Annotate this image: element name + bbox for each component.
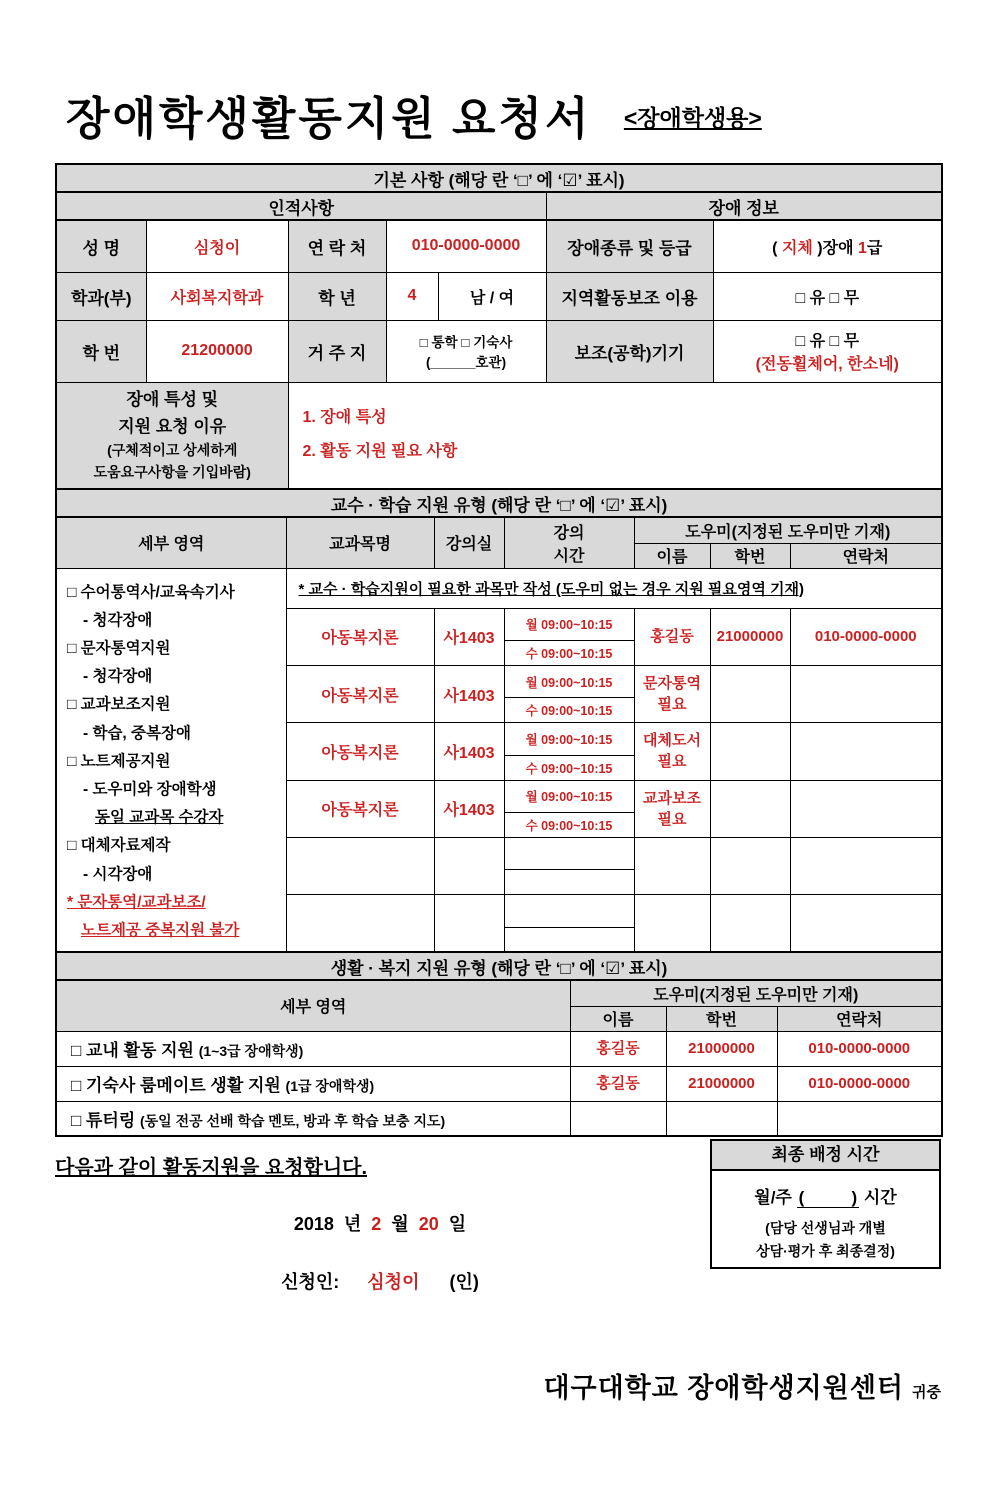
life-support-table	[55, 951, 943, 1137]
organization-name: 대구대학교 장애학생지원센터	[543, 1373, 905, 1404]
life-area-note: (1급 장애학생)	[285, 1078, 375, 1095]
final-box-note	[712, 1217, 939, 1262]
name-label: 성 명	[56, 220, 146, 272]
signature-line	[55, 1268, 705, 1294]
helper-line1: 문자통역	[643, 675, 701, 693]
trait-content	[288, 382, 942, 489]
course-name	[286, 837, 434, 894]
applicant-label: 신청인:	[281, 1272, 340, 1293]
life-helper-phone	[777, 1101, 942, 1136]
organization-honorific: 귀중	[912, 1384, 941, 1402]
trait-label	[56, 382, 288, 489]
trait-content-line2: 2. 활동 지원 필요 사항	[302, 443, 458, 461]
title-bar	[66, 82, 992, 147]
teaching-support-table	[55, 488, 943, 953]
helper-line1: 대체도서	[643, 732, 701, 750]
life-col-header-area: 세부 영역	[56, 980, 570, 1031]
course-room: 사1403	[434, 608, 504, 665]
helper-id-cell	[710, 723, 790, 780]
residence-label: 거 주 지	[288, 320, 386, 382]
date-month: 2	[371, 1214, 382, 1235]
disability-group-header: 장애 정보	[546, 192, 942, 220]
final-time-post: 시간	[863, 1188, 897, 1208]
disability-post: 급	[866, 239, 883, 257]
life-helper-id	[666, 1101, 777, 1136]
course-time-2	[504, 927, 634, 952]
final-note-line2: 상담·평가 후 최종결정)	[756, 1242, 895, 1259]
seal-mark: (인)	[449, 1272, 479, 1293]
dept-label: 학과(부)	[56, 272, 146, 320]
form-body	[55, 163, 941, 1137]
final-box-header: 최종 배정 시간	[712, 1141, 939, 1171]
form-title: 장애학생활동지원 요청서	[66, 94, 592, 144]
helper-name-cell	[634, 723, 710, 780]
helper-phone-cell	[790, 837, 942, 894]
helper-line2: 필요	[657, 696, 687, 714]
helper-line1: 홍길동	[650, 628, 694, 646]
course-time-2: 수 09:00~10:15	[504, 812, 634, 837]
course-room: 사1403	[434, 665, 504, 722]
course-name: 아동복지론	[286, 723, 434, 780]
device-note: (전동휠체어, 한소네)	[755, 356, 899, 373]
year-label: 학 년	[288, 272, 386, 320]
life-helper-phone: 010-0000-0000	[777, 1066, 942, 1101]
final-time-line	[712, 1183, 939, 1208]
helper-id-cell	[710, 665, 790, 722]
bottom-section	[55, 1137, 941, 1294]
category-sign-interpreter-sub: - 청각장애	[83, 611, 153, 629]
trait-label-line2: 지원 요청 이유	[118, 416, 227, 436]
region-assist-checkboxes: □ 유 □ 무	[713, 272, 942, 320]
helper-line1: 교과보조	[643, 789, 701, 807]
col-header-course: 교과목명	[286, 517, 434, 568]
date-line	[55, 1210, 705, 1236]
helper-name-cell	[634, 895, 710, 952]
course-time-1: 월 09:00~10:15	[504, 665, 634, 697]
col-header-time	[504, 517, 634, 568]
col-header-time-line1: 강의	[553, 524, 585, 542]
final-box-body	[712, 1171, 939, 1262]
helper-id-cell: 21000000	[710, 608, 790, 665]
life-helper-name: 홍길동	[570, 1066, 666, 1101]
category-alt-material-sub: - 시각장애	[83, 865, 153, 883]
residence-options: □ 통학 □ 기숙사	[419, 335, 513, 350]
life-area-dorm-roommate	[56, 1066, 570, 1101]
contact-label: 연 락 처	[288, 220, 386, 272]
student-id-value: 21200000	[146, 320, 288, 382]
trait-label-line4: 도움요구사항을 기입바람)	[93, 463, 251, 480]
helper-id-cell	[710, 780, 790, 837]
life-col-header-id: 학번	[666, 1006, 777, 1031]
life-col-header-phone: 연락처	[777, 1006, 942, 1031]
helper-line2: 필요	[657, 810, 687, 828]
category-course-assist: □ 교과보조지원	[67, 696, 171, 714]
disability-type-value	[713, 220, 942, 272]
helper-name-cell	[634, 780, 710, 837]
helper-line2: 필요	[657, 753, 687, 771]
category-sign-interpreter: □ 수어통역사/교육속기사	[67, 583, 235, 601]
duplicate-support-warning-line1: * 문자통역/교과보조/	[67, 893, 206, 911]
col-header-helper-group: 도우미(지정된 도우미만 기재)	[634, 517, 942, 543]
category-text-interpreting-sub: - 청각장애	[83, 668, 153, 686]
duplicate-support-warning-line2: 노트제공 중복지원 불가	[81, 921, 240, 939]
name-value: 심청이	[146, 220, 288, 272]
trait-label-line1: 장애 특성 및	[126, 390, 219, 410]
col-header-helper-name: 이름	[634, 543, 710, 568]
disability-pre: (	[772, 239, 782, 257]
teaching-note: * 교수 · 학습지원이 필요한 과목만 작성 (도우미 없는 경우 지원 필요영역 기재)	[286, 568, 942, 608]
request-block	[55, 1137, 705, 1294]
final-time-blank: ( )	[798, 1188, 858, 1208]
category-note-taking: □ 노트제공지원	[67, 752, 171, 770]
life-helper-name	[570, 1101, 666, 1136]
course-name: 아동복지론	[286, 665, 434, 722]
helper-phone-cell	[790, 665, 942, 722]
trait-content-line1: 1. 장애 특성	[302, 408, 387, 426]
life-area-campus-activity	[56, 1031, 570, 1066]
residence-blank: (______호관)	[425, 355, 507, 370]
col-header-time-line2: 시간	[553, 547, 585, 565]
life-section-header: 생활 · 복지 지원 유형 (해당 란 ‘□’ 에 ‘☑’ 표시)	[56, 952, 942, 980]
helper-phone-cell	[790, 895, 942, 952]
dept-value: 사회복지학과	[146, 272, 288, 320]
device-value	[713, 320, 942, 382]
helper-phone-cell	[790, 780, 942, 837]
course-time-1: 월 09:00~10:15	[504, 723, 634, 755]
helper-id-cell	[710, 837, 790, 894]
basic-info-table	[55, 163, 943, 490]
final-note-line1: (담당 선생님과 개별	[765, 1220, 886, 1237]
life-area-note: (동일 전공 선배 학습 멘토, 방과 후 학습 보충 지도)	[140, 1112, 446, 1129]
helper-phone-cell	[790, 723, 942, 780]
course-room: 사1403	[434, 780, 504, 837]
date-day-suffix: 일	[448, 1214, 467, 1235]
disability-type-label: 장애종류 및 등급	[546, 220, 713, 272]
disability-grade: 1	[858, 239, 867, 257]
basic-section-header: 기본 사항 (해당 란 ‘□’ 에 ‘☑’ 표시)	[56, 164, 942, 192]
category-course-assist-sub: - 학습, 중복장애	[83, 724, 191, 742]
life-area-text: □ 튜터링	[71, 1110, 136, 1130]
course-time-1	[504, 895, 634, 927]
teaching-section-header: 교수 · 학습 지원 유형 (해당 란 ‘□’ 에 ‘☑’ 표시)	[56, 489, 942, 517]
form-type-tag: <장애학생용>	[623, 105, 762, 131]
helper-name-cell	[634, 665, 710, 722]
course-name: 아동복지론	[286, 780, 434, 837]
helper-id-cell	[710, 895, 790, 952]
course-time-2: 수 09:00~10:15	[504, 755, 634, 780]
final-time-pre: 월/주	[754, 1188, 792, 1208]
category-note-taking-sub2: 동일 교과목 수강자	[95, 809, 224, 827]
col-header-room: 강의실	[434, 517, 504, 568]
life-area-text: □ 교내 활동 지원	[71, 1041, 194, 1061]
course-room	[434, 895, 504, 952]
year-value: 4	[386, 272, 438, 320]
course-room	[434, 837, 504, 894]
life-helper-phone: 010-0000-0000	[777, 1031, 942, 1066]
category-note-taking-sub: - 도우미와 장애학생	[83, 780, 217, 798]
personal-group-header: 인적사항	[56, 192, 546, 220]
helper-name-cell	[634, 608, 710, 665]
course-time-2	[504, 870, 634, 895]
student-id-label: 학 번	[56, 320, 146, 382]
applicant-name: 심청이	[367, 1272, 420, 1293]
course-room: 사1403	[434, 723, 504, 780]
life-col-header-name: 이름	[570, 1006, 666, 1031]
date-year-suffix: 년	[343, 1214, 362, 1235]
date-month-suffix: 월	[391, 1214, 409, 1235]
course-name: 아동복지론	[286, 608, 434, 665]
course-name	[286, 895, 434, 952]
support-category-list	[56, 568, 286, 952]
disability-mid: )장애	[812, 239, 858, 257]
course-time-2: 수 09:00~10:15	[504, 698, 634, 723]
gender-value: 남 / 여	[438, 272, 546, 320]
life-helper-name: 홍길동	[570, 1031, 666, 1066]
request-statement: 다음과 같이 활동지원을 요청합니다.	[55, 1157, 368, 1180]
life-area-text: □ 기숙사 룸메이트 생활 지원	[71, 1076, 281, 1096]
col-header-helper-phone: 연락처	[790, 543, 942, 568]
col-header-helper-id: 학번	[710, 543, 790, 568]
col-header-area: 세부 영역	[56, 517, 286, 568]
helper-phone-cell: 010-0000-0000	[790, 608, 942, 665]
course-time-2: 수 09:00~10:15	[504, 640, 634, 665]
course-time-1: 월 09:00~10:15	[504, 780, 634, 812]
region-assist-label: 지역활동보조 이용	[546, 272, 713, 320]
footer-org-line	[55, 1366, 941, 1405]
helper-name-cell	[634, 837, 710, 894]
life-helper-id: 21000000	[666, 1066, 777, 1101]
course-time-1: 월 09:00~10:15	[504, 608, 634, 640]
date-day: 20	[418, 1214, 439, 1235]
device-label: 보조(공학)기기	[546, 320, 713, 382]
course-time-1	[504, 837, 634, 869]
final-assigned-time-box	[710, 1139, 941, 1269]
residence-checkboxes	[386, 320, 546, 382]
trait-label-line3: (구체적이고 상세하게	[107, 441, 238, 458]
life-helper-id: 21000000	[666, 1031, 777, 1066]
category-text-interpreting: □ 문자통역지원	[67, 639, 171, 657]
category-alt-material: □ 대체자료제작	[67, 837, 171, 855]
date-year: 2018	[293, 1214, 334, 1235]
life-col-header-helper-group: 도우미(지정된 도우미만 기재)	[570, 980, 942, 1006]
life-area-note: (1~3급 장애학생)	[198, 1043, 304, 1060]
device-checkboxes: □ 유 □ 무	[795, 333, 860, 350]
contact-value: 010-0000-0000	[386, 220, 546, 272]
disability-kind: 지체	[781, 239, 813, 257]
life-area-tutoring	[56, 1101, 570, 1136]
